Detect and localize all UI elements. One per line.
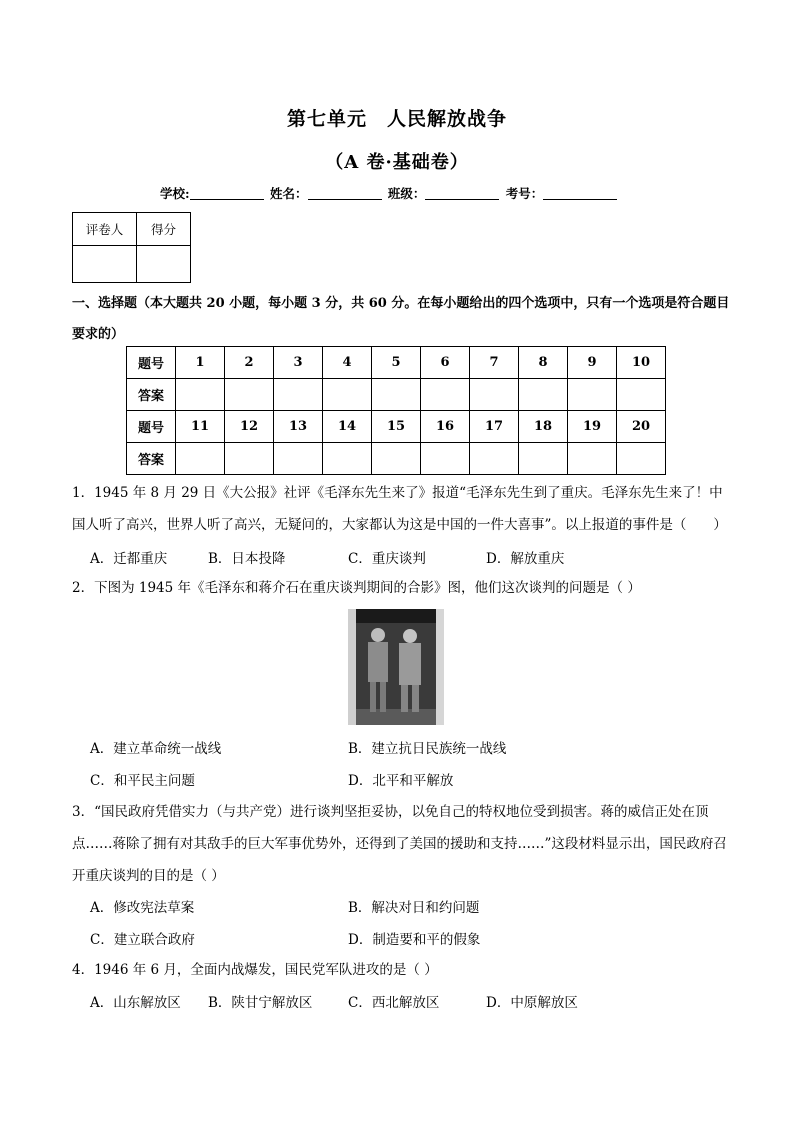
question-number: 6 <box>421 347 470 379</box>
question-number: 17 <box>470 411 519 443</box>
question-number: 13 <box>274 411 323 443</box>
question-number: 10 <box>617 347 666 379</box>
answer-cell[interactable] <box>568 379 617 411</box>
answer-cell[interactable] <box>372 443 421 475</box>
question-number: 9 <box>568 347 617 379</box>
question-number: 7 <box>470 347 519 379</box>
student-info-line <box>160 184 640 202</box>
option-c[interactable]: C．和平民主问题 <box>90 773 195 789</box>
number-label: 题号 <box>127 411 176 443</box>
class-label: 班级： <box>387 186 426 201</box>
name-label: 姓名： <box>269 186 308 201</box>
answer-cell[interactable] <box>470 379 519 411</box>
option-d[interactable]: D．北平和平解放 <box>348 773 454 789</box>
question-number: 14 <box>323 411 372 443</box>
name-field[interactable] <box>308 186 382 200</box>
answer-cell[interactable] <box>176 379 225 411</box>
option-c[interactable]: C．重庆谈判 <box>348 551 426 567</box>
page-subtitle: （A 卷·基础卷） <box>325 152 469 173</box>
answer-cell[interactable] <box>519 379 568 411</box>
question-number: 20 <box>617 411 666 443</box>
grader-cell[interactable] <box>73 246 137 283</box>
answer-cell[interactable] <box>274 443 323 475</box>
question-4-options <box>90 991 730 1011</box>
question-number: 1 <box>176 347 225 379</box>
answer-cell[interactable] <box>225 443 274 475</box>
question-4-stem: 4．1946 年 6 月，全面内战爆发，国民党军队进攻的是（ ） <box>72 962 438 978</box>
option-a[interactable]: A．建立革命统一战线 <box>90 741 222 757</box>
answer-cell[interactable] <box>617 379 666 411</box>
question-2-options-row2 <box>90 769 730 789</box>
answer-cell[interactable] <box>568 443 617 475</box>
grader-table <box>72 212 191 283</box>
historical-photo <box>348 609 444 725</box>
answer-cell[interactable] <box>176 443 225 475</box>
option-c[interactable]: C．建立联合政府 <box>90 932 195 948</box>
question-1-options <box>90 547 730 567</box>
option-c[interactable]: C．西北解放区 <box>348 995 440 1011</box>
answer-label: 答案 <box>127 443 176 475</box>
answer-cell[interactable] <box>372 379 421 411</box>
question-number: 12 <box>225 411 274 443</box>
option-b[interactable]: B．日本投降 <box>208 551 286 567</box>
question-number: 19 <box>568 411 617 443</box>
page-title: 第七单元 人民解放战争 <box>286 108 507 130</box>
question-3-options-row2 <box>90 928 730 948</box>
section-heading: 一、选择题（本大题共 20 小题，每小题 3 分，共 60 分。在每小题给出的四个选项中，只有一个选项是符合题目要求的） <box>72 296 730 342</box>
grader-label: 评卷人 <box>73 213 137 246</box>
exam-number-field[interactable] <box>543 186 617 200</box>
question-number: 3 <box>274 347 323 379</box>
answer-cell[interactable] <box>421 443 470 475</box>
question-number: 4 <box>323 347 372 379</box>
question-1-stem: 1．1945 年 8 月 29 日《大公报》社评《毛泽东先生来了》报道“毛泽东先生到了重庆。毛泽东先生来了！中国人听了高兴，世界人听了高兴，无疑问的，大家都认为这是中国的一件大喜事”。以上报道的事件是（ ） <box>72 485 727 533</box>
option-a[interactable]: A．迁都重庆 <box>90 551 168 567</box>
answer-cell[interactable] <box>323 379 372 411</box>
exam-number-label: 考号： <box>505 186 544 201</box>
answer-cell[interactable] <box>519 443 568 475</box>
answer-cell[interactable] <box>274 379 323 411</box>
question-3-options-row1 <box>90 896 730 916</box>
question-number: 2 <box>225 347 274 379</box>
question-number: 8 <box>519 347 568 379</box>
answer-cell[interactable] <box>617 443 666 475</box>
answer-cell[interactable] <box>421 379 470 411</box>
answer-table <box>126 346 666 475</box>
option-a[interactable]: A．山东解放区 <box>90 995 181 1011</box>
school-label: 学校: <box>160 186 190 201</box>
answer-label: 答案 <box>127 379 176 411</box>
option-b[interactable]: B．陕甘宁解放区 <box>208 995 313 1011</box>
option-a[interactable]: A．修改宪法草案 <box>90 900 195 916</box>
question-3-stem: 3．“国民政府凭借实力（与共产党）进行谈判坚拒妥协，以免自己的特权地位受到损害。蒋的威信正处在顶点……蒋除了拥有对其敌手的巨大军事优势外，还得到了美国的援助和支持……”这段材料显示出，国民政府召开重庆谈判的目的是（ ） <box>72 804 727 884</box>
answer-cell[interactable] <box>470 443 519 475</box>
option-b[interactable]: B．解决对日和约问题 <box>348 900 480 916</box>
option-b[interactable]: B．建立抗日民族统一战线 <box>348 741 507 757</box>
photo-figures <box>348 609 444 725</box>
question-number: 18 <box>519 411 568 443</box>
option-d[interactable]: D．制造要和平的假象 <box>348 932 481 948</box>
option-d[interactable]: D．中原解放区 <box>486 995 578 1011</box>
answer-cell[interactable] <box>225 379 274 411</box>
school-field[interactable] <box>190 186 264 200</box>
score-label: 得分 <box>137 213 191 246</box>
answer-cell[interactable] <box>323 443 372 475</box>
question-number: 15 <box>372 411 421 443</box>
option-d[interactable]: D．解放重庆 <box>486 551 565 567</box>
class-field[interactable] <box>425 186 499 200</box>
number-label: 题号 <box>127 347 176 379</box>
question-2-options-row1 <box>90 737 730 757</box>
score-cell[interactable] <box>137 246 191 283</box>
question-number: 16 <box>421 411 470 443</box>
question-2-stem: 2．下图为 1945 年《毛泽东和蒋介石在重庆谈判期间的合影》图，他们这次谈判的问题是（ ） <box>72 580 641 596</box>
question-number: 5 <box>372 347 421 379</box>
question-number: 11 <box>176 411 225 443</box>
